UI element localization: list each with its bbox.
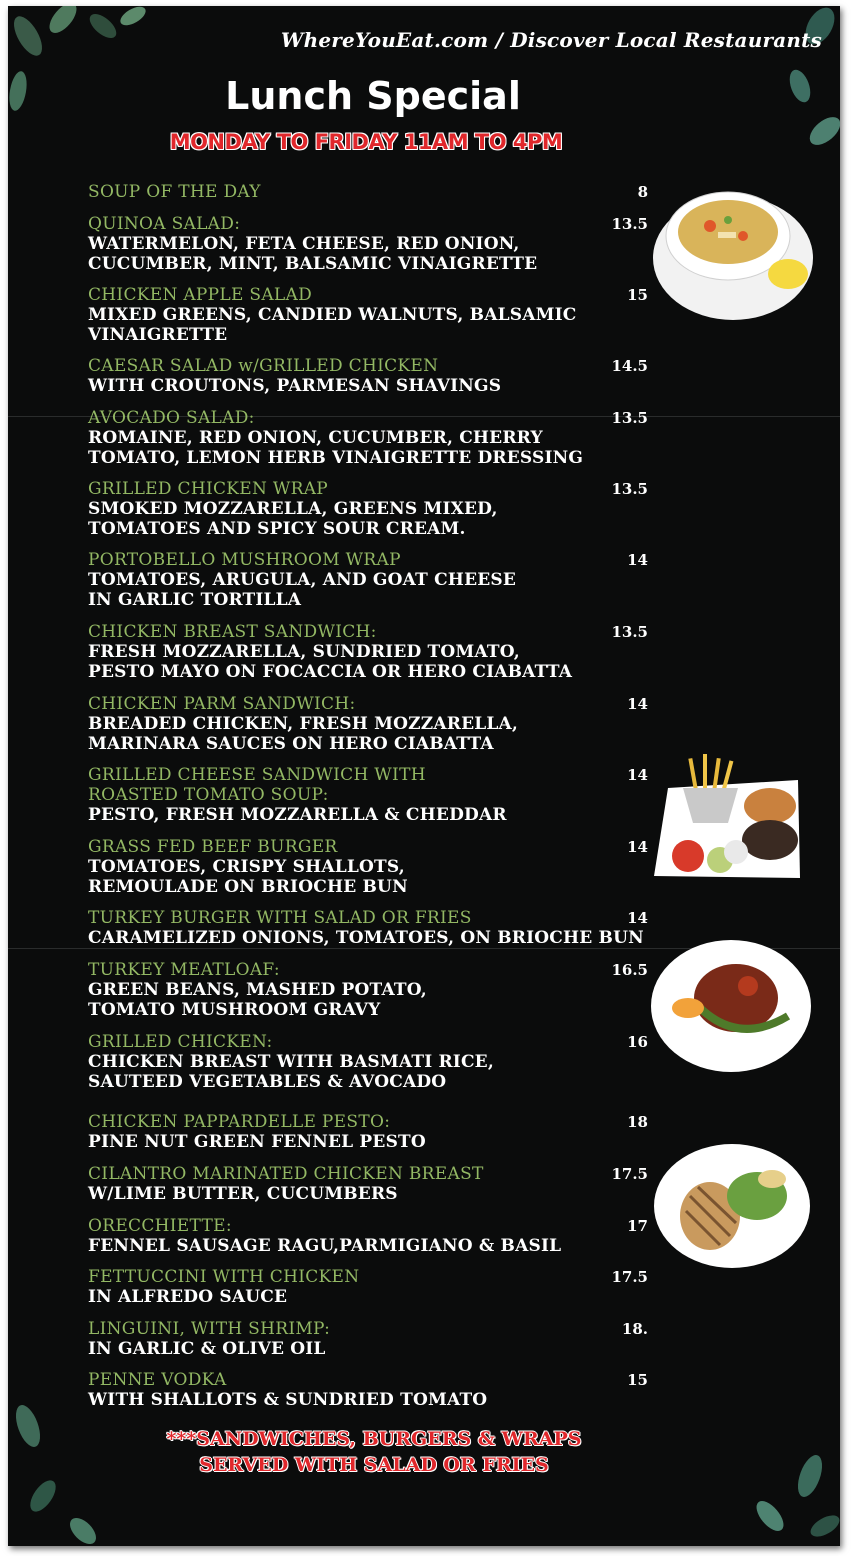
item-price: 13.5 <box>611 409 648 427</box>
item-description: CHICKEN BREAST WITH BASMATI RICE, SAUTEED VEGETABLES & AVOCADO <box>88 1052 494 1092</box>
item-price: 16.5 <box>611 961 648 979</box>
item-name: GRILLED CHEESE SANDWICH WITH ROASTED TOMATO SOUP: <box>88 765 426 805</box>
menu-item-soup-of-the-day <box>88 182 648 202</box>
menu-item-quinoa-salad <box>88 214 648 274</box>
menu-item-turkey-meatloaf <box>88 960 648 1020</box>
item-description: FRESH MOZZARELLA, SUNDRIED TOMATO, PESTO MAYO ON FOCACCIA OR HERO CIABATTA <box>88 642 573 682</box>
item-price: 14 <box>627 551 648 569</box>
item-name: PENNE VODKA <box>88 1370 227 1390</box>
item-price: 14 <box>627 766 648 784</box>
item-description: WITH SHALLOTS & SUNDRIED TOMATO <box>88 1390 488 1410</box>
item-name: ORECCHIETTE: <box>88 1216 232 1236</box>
item-name: FETTUCCINI WITH CHICKEN <box>88 1267 360 1287</box>
menu-item-linguini-with-shrimp <box>88 1319 648 1359</box>
item-price: 18. <box>621 1320 648 1338</box>
item-name: TURKEY BURGER WITH SALAD OR FRIES <box>88 908 472 928</box>
burger-fries-photo <box>648 728 808 888</box>
item-name: CHICKEN BREAST SANDWICH: <box>88 622 377 642</box>
menu-item-grilled-cheese-sandwich <box>88 765 648 825</box>
menu-item-avocado-salad <box>88 408 648 468</box>
item-price: 14 <box>627 838 648 856</box>
menu-item-grilled-chicken <box>88 1032 648 1092</box>
menu-item-cilantro-marinated-chicken-breast <box>88 1164 648 1204</box>
item-name: GRASS FED BEEF BURGER <box>88 837 338 857</box>
item-name: CHICKEN PAPPARDELLE PESTO: <box>88 1112 391 1132</box>
item-description: CARAMELIZED ONIONS, TOMATOES, ON BRIOCHE BUN <box>88 928 644 948</box>
item-name: CHICKEN PARM SANDWICH: <box>88 694 356 714</box>
item-price: 18 <box>627 1113 648 1131</box>
item-name: AVOCADO SALAD: <box>88 408 255 428</box>
item-description: SMOKED MOZZARELLA, GREENS MIXED, TOMATOES AND SPICY SOUR CREAM. <box>88 499 498 539</box>
soup-bowl-photo <box>648 176 818 326</box>
menu-page <box>8 6 840 1546</box>
item-description: PINE NUT GREEN FENNEL PESTO <box>88 1132 426 1152</box>
site-watermark: WhereYouEat.com / Discover Local Restaurants <box>280 28 822 52</box>
menu-item-penne-vodka <box>88 1370 648 1410</box>
page-title: Lunch Special <box>225 74 521 118</box>
hours-banner: MONDAY TO FRIDAY 11AM TO 4PM <box>169 130 563 154</box>
menu-item-portobello-mushroom-wrap <box>88 550 648 610</box>
menu-item-chicken-breast-sandwich <box>88 622 648 682</box>
item-description: FENNEL SAUSAGE RAGU,PARMIGIANO & BASIL <box>88 1236 562 1256</box>
item-price: 13.5 <box>611 215 648 233</box>
item-description: TOMATOES, CRISPY SHALLOTS, REMOULADE ON BRIOCHE BUN <box>88 857 408 897</box>
item-name: GRILLED CHICKEN WRAP <box>88 479 329 499</box>
item-price: 17 <box>627 1217 648 1235</box>
item-name: SOUP OF THE DAY <box>88 182 261 202</box>
menu-item-caesar-salad <box>88 356 648 396</box>
item-price: 17.5 <box>611 1268 648 1286</box>
item-price: 15 <box>627 1371 648 1389</box>
item-price: 14 <box>627 695 648 713</box>
item-description: WITH CROUTONS, PARMESAN SHAVINGS <box>88 376 502 396</box>
side-note-line-2: SERVED WITH SALAD OR FRIES <box>199 1454 549 1476</box>
item-description: PESTO, FRESH MOZZARELLA & CHEDDAR <box>88 805 507 825</box>
item-price: 15 <box>627 286 648 304</box>
item-price: 13.5 <box>611 480 648 498</box>
item-price: 14.5 <box>611 357 648 375</box>
item-description: W/LIME BUTTER, CUCUMBERS <box>88 1184 398 1204</box>
item-name: PORTOBELLO MUSHROOM WRAP <box>88 550 401 570</box>
menu-item-orecchiette <box>88 1216 648 1256</box>
menu-item-turkey-burger <box>88 908 648 948</box>
item-description: MIXED GREENS, CANDIED WALNUTS, BALSAMIC VINAIGRETTE <box>88 305 577 345</box>
item-name: QUINOA SALAD: <box>88 214 241 234</box>
menu-item-grass-fed-beef-burger <box>88 837 648 897</box>
item-description: TOMATOES, ARUGULA, AND GOAT CHEESE IN GARLIC TORTILLA <box>88 570 517 610</box>
chicken-breast-plate-photo <box>652 1141 812 1271</box>
item-price: 8 <box>637 183 648 201</box>
side-note-line-1: ***SANDWICHES, BURGERS & WRAPS <box>166 1428 582 1450</box>
menu-item-chicken-parm-sandwich <box>88 694 648 754</box>
item-description: WATERMELON, FETA CHEESE, RED ONION, CUCUMBER, MINT, BALSAMIC VINAIGRETTE <box>88 234 538 274</box>
item-description: GREEN BEANS, MASHED POTATO, TOMATO MUSHROOM GRAVY <box>88 980 427 1020</box>
item-name: CAESAR SALAD w/GRILLED CHICKEN <box>88 356 439 376</box>
item-description: BREADED CHICKEN, FRESH MOZZARELLA, MARINARA SAUCES ON HERO CIABATTA <box>88 714 519 754</box>
menu-item-grilled-chicken-wrap <box>88 479 648 539</box>
item-price: 13.5 <box>611 623 648 641</box>
item-description: IN GARLIC & OLIVE OIL <box>88 1339 326 1359</box>
item-price: 17.5 <box>611 1165 648 1183</box>
item-name: CHICKEN APPLE SALAD <box>88 285 313 305</box>
menu-item-fettuccini-with-chicken <box>88 1267 648 1307</box>
menu-item-chicken-pappardelle-pesto <box>88 1112 648 1152</box>
item-name: CILANTRO MARINATED CHICKEN BREAST <box>88 1164 484 1184</box>
item-name: TURKEY MEATLOAF: <box>88 960 280 980</box>
side-note <box>8 1426 740 1478</box>
item-price: 16 <box>627 1033 648 1051</box>
item-name: GRILLED CHICKEN: <box>88 1032 273 1052</box>
item-name: LINGUINI, WITH SHRIMP: <box>88 1319 331 1339</box>
item-description: IN ALFREDO SAUCE <box>88 1287 288 1307</box>
item-price: 14 <box>627 909 648 927</box>
meatloaf-plate-photo <box>648 936 813 1076</box>
item-description: ROMAINE, RED ONION, CUCUMBER, CHERRY TOMATO, LEMON HERB VINAIGRETTE DRESSING <box>88 428 584 468</box>
menu-item-chicken-apple-salad <box>88 285 648 345</box>
